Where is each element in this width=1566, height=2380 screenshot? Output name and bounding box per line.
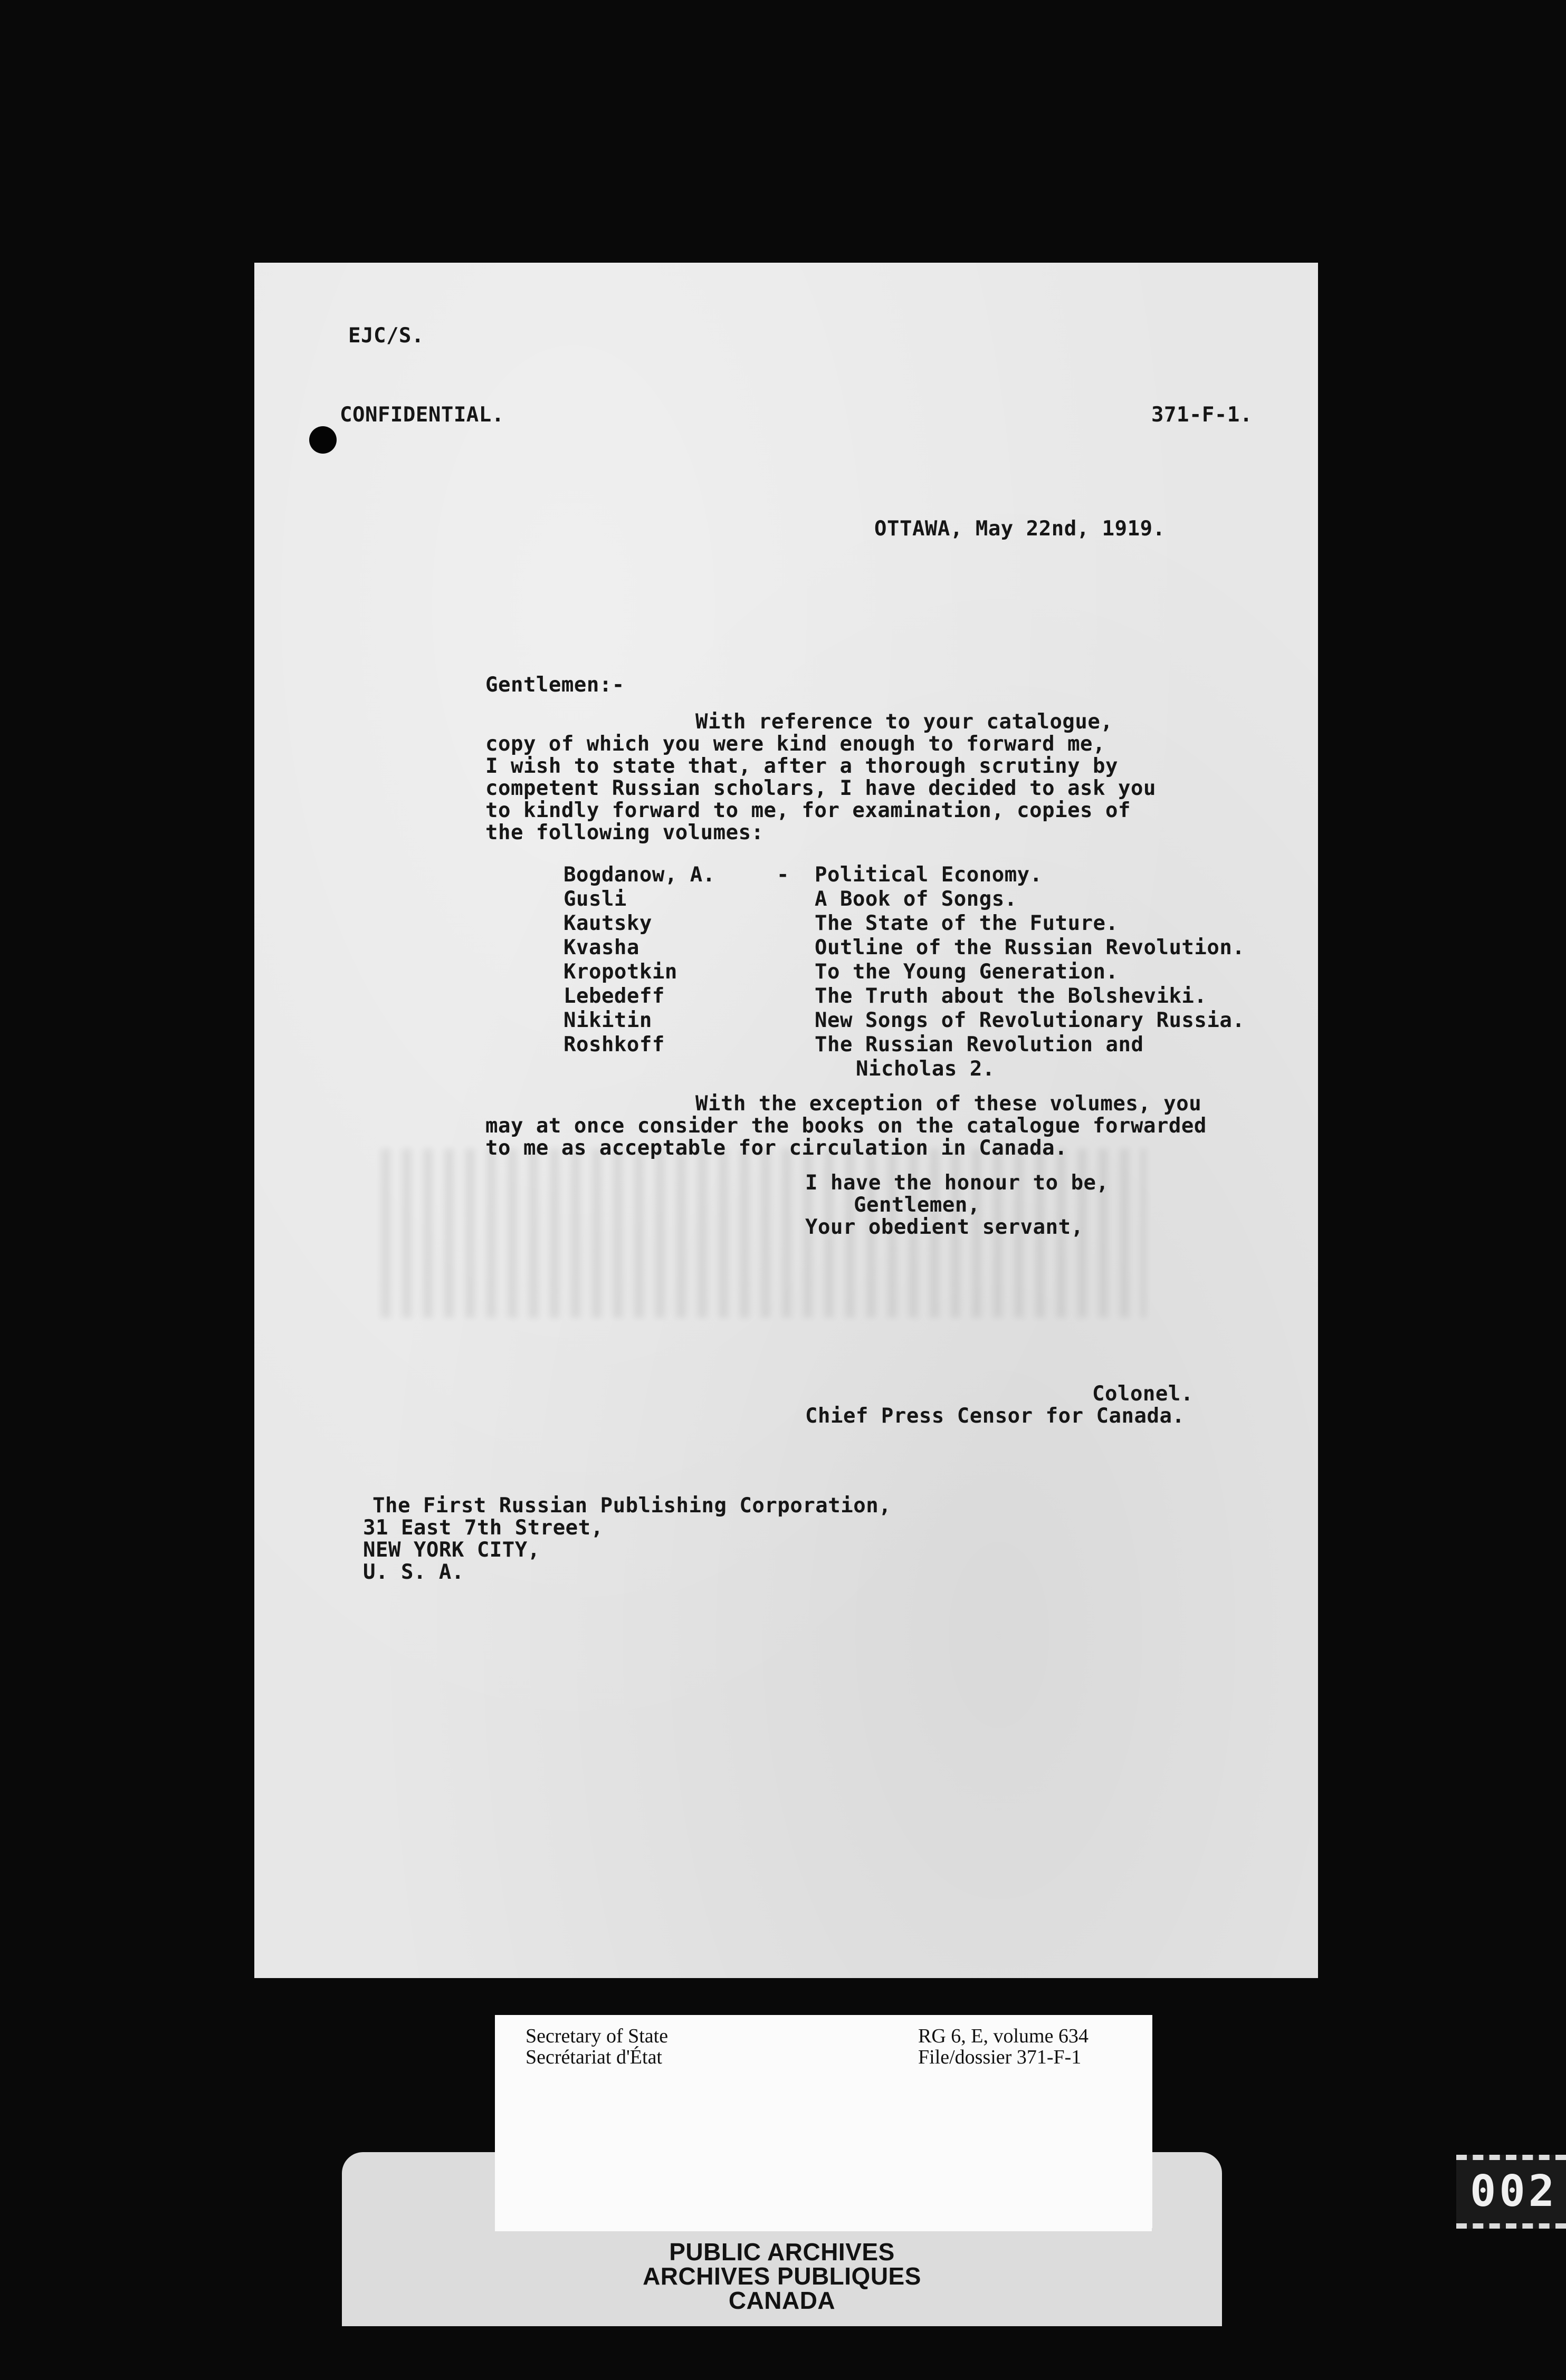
place-and-date: OTTAWA, May 22nd, 1919. — [874, 517, 1166, 541]
volume-title: Outline of the Russian Revolution. — [815, 936, 1245, 959]
department-english: Secretary of State — [526, 2025, 669, 2047]
body-line: With reference to your catalogue, — [695, 710, 1113, 734]
letter-reference: EJC/S. — [348, 324, 424, 348]
salutation: Gentlemen:- — [485, 673, 625, 697]
volume-title: Political Economy. — [815, 863, 1043, 887]
volume-author: Gusli — [564, 887, 627, 911]
closing-line: Gentlemen, — [854, 1193, 980, 1217]
volume-author: Bogdanow, A. — [564, 863, 715, 887]
body-line: to me as acceptable for circulation in Canada. — [485, 1136, 1068, 1160]
addressee-line: NEW YORK CITY, — [363, 1538, 540, 1562]
body-line: competent Russian scholars, I have decided to ask you — [485, 776, 1156, 800]
archive-label-line: PUBLIC ARCHIVES — [669, 2238, 895, 2266]
body-line: With the exception of these volumes, you — [695, 1092, 1202, 1116]
volume-author: Kautsky — [564, 911, 652, 935]
volume-author: Nikitin — [564, 1009, 652, 1032]
archive-label-line: CANADA — [728, 2287, 836, 2314]
body-line: I wish to state that, after a thorough scrutiny by — [485, 754, 1118, 778]
addressee-line: U. S. A. — [363, 1560, 464, 1584]
volume-author: Lebedeff — [564, 984, 665, 1008]
closing-line: I have the honour to be, — [805, 1171, 1109, 1195]
signatory-title: Chief Press Censor for Canada. — [805, 1404, 1185, 1428]
volume-title: To the Young Generation. — [815, 960, 1119, 984]
archive-label-line: ARCHIVES PUBLIQUES — [643, 2262, 921, 2290]
volume-author: Roshkoff — [564, 1033, 665, 1057]
volume-author: Kvasha — [564, 936, 639, 959]
volume-title-continuation: Nicholas 2. — [856, 1057, 995, 1081]
volume-author: Kropotkin — [564, 960, 677, 984]
volume-title: The Russian Revolution and — [815, 1033, 1144, 1057]
letter-page — [254, 263, 1318, 1978]
classification-heading: CONFIDENTIAL. — [340, 403, 504, 427]
file-reference: File/dossier 371-F-1 — [918, 2046, 1082, 2068]
addressee-line: 31 East 7th Street, — [363, 1516, 604, 1540]
body-line: may at once consider the books on the catalogue forwarded — [485, 1114, 1207, 1138]
body-line: copy of which you were kind enough to forward me, — [485, 732, 1106, 756]
volume-title: A Book of Songs. — [815, 887, 1017, 911]
closing-line: Your obedient servant, — [805, 1215, 1084, 1239]
record-group: RG 6, E, volume 634 — [918, 2025, 1088, 2047]
addressee-line: The First Russian Publishing Corporation, — [373, 1494, 892, 1518]
volume-title: The State of the Future. — [815, 911, 1119, 935]
signatory-rank: Colonel. — [1092, 1382, 1193, 1406]
volume-title: The Truth about the Bolsheviki. — [815, 984, 1207, 1008]
punch-hole — [309, 426, 337, 454]
frame-counter: 002 — [1456, 2155, 1566, 2229]
volume-title: New Songs of Revolutionary Russia. — [815, 1009, 1245, 1032]
department-french: Secrétariat d'État — [526, 2046, 662, 2068]
volume-dash: - — [777, 863, 789, 887]
reference-card — [495, 2015, 1152, 2228]
body-line: the following volumes: — [485, 821, 764, 844]
body-line: to kindly forward to me, for examination, copies of — [485, 799, 1131, 822]
file-number: 371-F-1. — [1151, 403, 1253, 427]
